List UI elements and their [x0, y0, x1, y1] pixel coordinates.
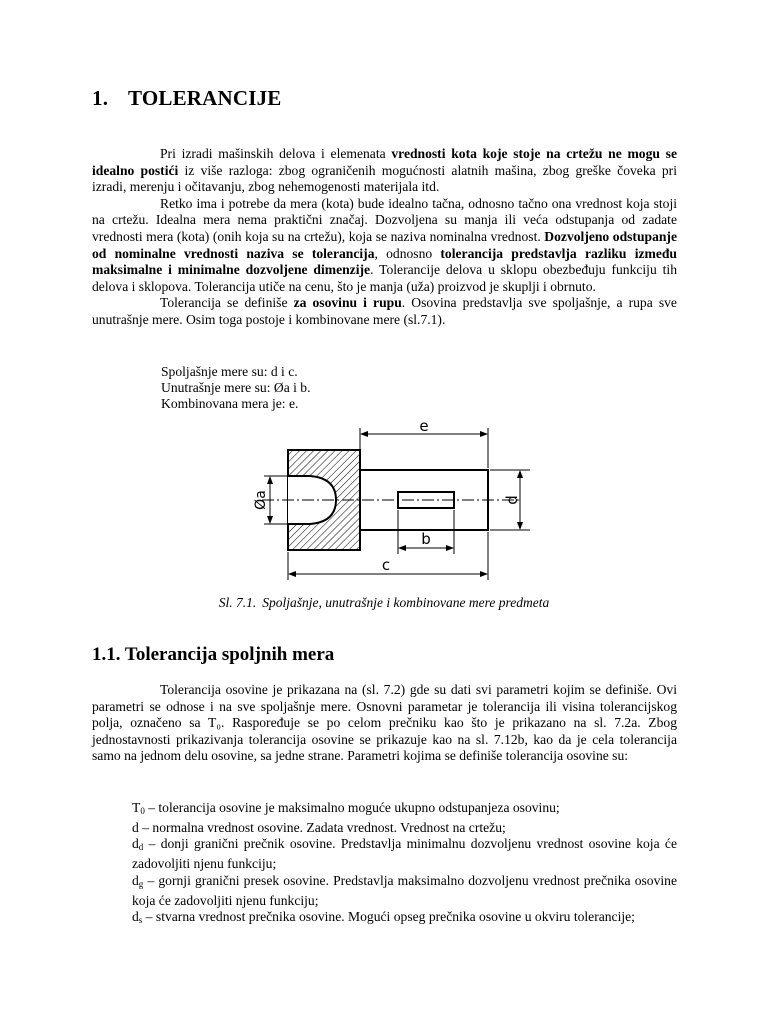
- chapter-title: TOLERANCIJE: [128, 86, 282, 110]
- param-subscript: g: [138, 878, 144, 889]
- text-run: Retko ima i potrebe da mera (kota) bude idealno tačna, odnosno tačno ona vrednost koja stoji na crtežu. Idealna mera nema praktični značaj. Dozvoljena su manja ili veća odstupanja od zadate vrednosti mera (kota) (onih koja su na crtežu), koja se naziva nominalna vrednost.: [92, 195, 677, 244]
- dim-label-d: d: [503, 495, 521, 505]
- dim-label-e: e: [419, 418, 429, 435]
- param-item: [132, 820, 677, 837]
- parameters-list: [92, 800, 677, 929]
- caption-label: Sl. 7.1.: [218, 595, 257, 610]
- param-item: [132, 800, 677, 820]
- param-text: – stvarna vrednost prečnika osovine. Mogući opseg prečnika osovine u okviru tolerancije;: [142, 909, 635, 925]
- param-item: [132, 873, 677, 909]
- text-run: . Tolerancije delova u sklopu obezbeđuju funkciju tih delova i sklopova. Tolerancija utiče na cenu, što je manja (uža) proizvod je skuplji i obrnuto.: [92, 262, 677, 294]
- paragraph: [92, 295, 677, 328]
- measures-list: [161, 364, 311, 412]
- figure-part-drawing: [240, 418, 540, 588]
- param-symbol: d: [132, 909, 139, 925]
- paragraph: [92, 146, 677, 196]
- bold-run: vrednosti kota koje stoje na crtežu ne mogu se idealno postići: [92, 146, 677, 178]
- measure-item: Unutrašnje mere su: Øa i b.: [161, 380, 311, 395]
- param-text: – normalna vrednost osovine. Zadata vrednost. Vrednost na crtežu;: [138, 819, 506, 835]
- bold-run: za osovinu i rupu: [293, 295, 402, 311]
- param-item: [132, 836, 677, 872]
- section-text: [92, 682, 677, 765]
- text-run: Tolerancija se definiše: [160, 295, 294, 311]
- text-run: Pri izradi mašinskih delova i elemenata: [160, 146, 392, 161]
- section-heading: 1.1. Tolerancija spoljnih mera: [92, 644, 335, 665]
- param-text: – donji granični prečnik osovine. Predstavlja minimalnu dozvoljenu vrednost osovine koja će zadovoljiti njenu funkciju;: [132, 836, 677, 872]
- param-symbol: d: [132, 819, 139, 835]
- param-symbol: d: [132, 836, 139, 852]
- dim-label-b: b: [421, 530, 431, 548]
- param-subscript: d: [138, 842, 144, 853]
- paragraph: Tolerancija osovine je prikazana na (sl. 7.2) gde su dati svi parametri kojim se definiše. Ovi parametri se odnose i na sve spoljašnje mere. Osnovni parametar je tolerancija ili visina tolerancijskog polja, označeno sa T₀. Raspoređuje se po celom prečniku kao što je prikazano na sl. 7.2a. Zbog jednostavnosti prikazivanja tolerancija osovine se prikazuje kao na sl. 7.12b, kao da je cela tolerancija samo na jednom delu osovine, sa jedne strane. Parametri kojima se definiše tolerancija osovine su:: [92, 682, 677, 764]
- chapter-number: 1.: [92, 86, 109, 110]
- measure-item: Spoljašnje mere su: d i c.: [161, 364, 298, 379]
- dim-label-c: c: [381, 556, 391, 574]
- paragraph: [92, 196, 677, 296]
- param-item: [132, 909, 677, 929]
- param-text: – gornji granični presek osovine. Predstavlja maksimalno dozvoljenu vrednost prečnika osovine koja će zadovoljiti njenu funkciju;: [132, 872, 677, 908]
- text-run: , odnosno: [374, 245, 441, 261]
- figure-caption: [0, 595, 768, 611]
- param-symbol: T: [132, 800, 141, 815]
- param-subscript: 0: [140, 806, 145, 816]
- measure-item: Kombinovana mera je: e.: [161, 396, 299, 411]
- param-symbol: d: [132, 872, 139, 888]
- bold-run: Dozvoljeno odstupanje od nominalne vrednosti naziva se tolerancija: [92, 228, 677, 261]
- intro-text: [92, 146, 677, 329]
- caption-text: Spoljašnje, unutrašnje i kombinovane mere predmeta: [262, 595, 550, 610]
- bold-run: tolerancija predstavlja razliku između maksimalne i minimalne dozvoljene dimenzije: [92, 245, 677, 278]
- param-text: – tolerancija osovine je maksimalno moguće ukupno odstupanjeza osovinu;: [144, 800, 560, 815]
- dim-label-a: Øa: [253, 490, 269, 510]
- chapter-heading: [92, 86, 282, 111]
- text-run: iz više razloga: zbog ograničenih mogućnosti alatnih mašina, zbog greške čoveka pri izradi, merenju i očitavanju, zbog nehemogenosti materijala itd.: [92, 162, 677, 195]
- param-subscript: s: [138, 915, 143, 926]
- text-run: . Osovina predstavlja sve spoljašnje, a rupa sve unutrašnje mere. Osim toga postoje i kombinovane mere (sl.7.1).: [92, 295, 677, 327]
